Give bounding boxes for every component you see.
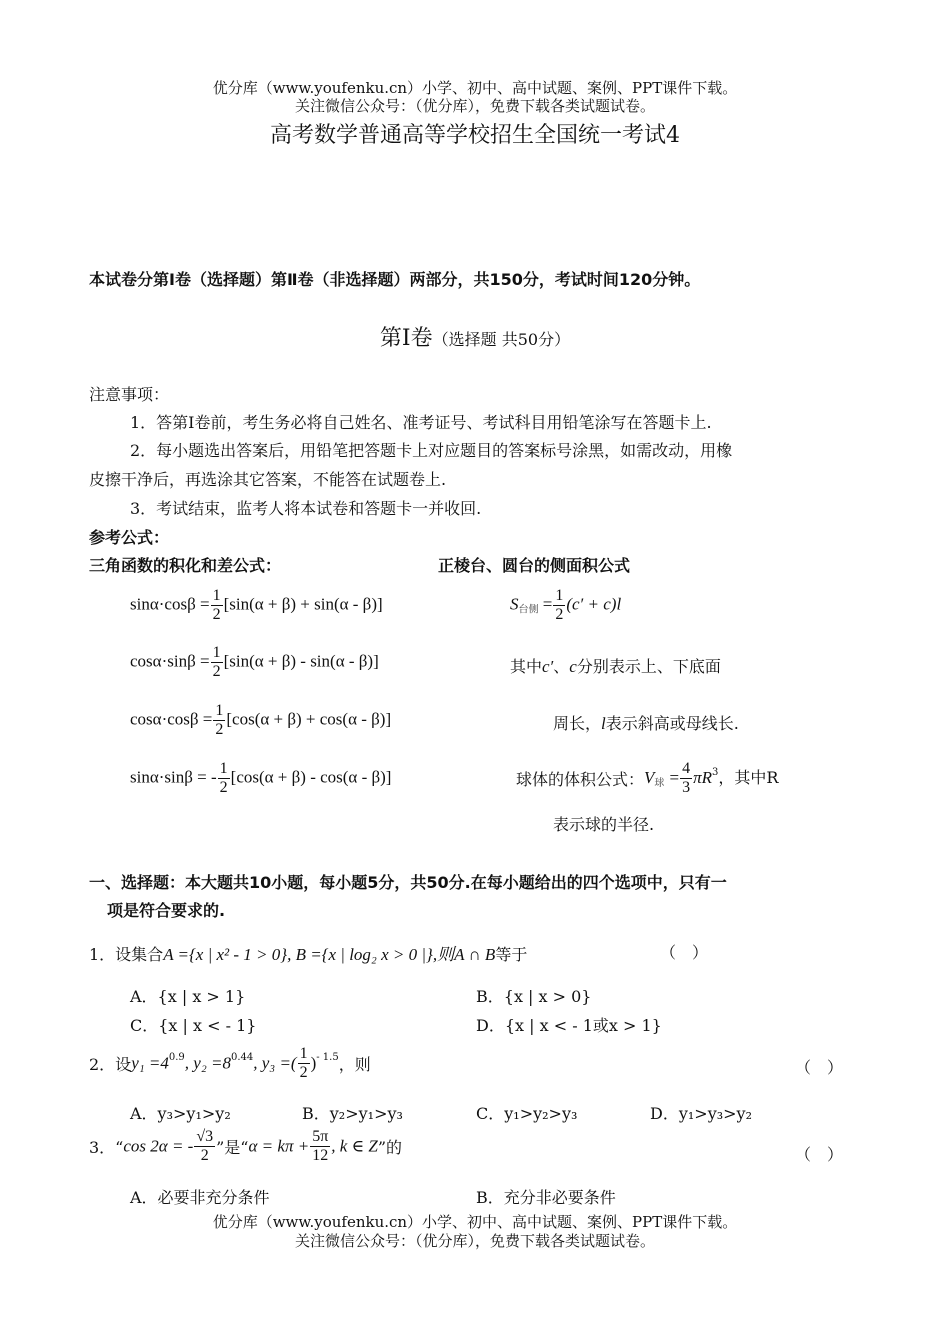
formulas-heading: 参考公式： [89, 528, 170, 547]
formula-lhs: cosα·cosβ = [130, 709, 213, 729]
intro-text: 本试卷分第Ⅰ卷（选择题）第Ⅱ卷（非选择题）两部分，共150分，考试时间120分钟。 [89, 270, 701, 289]
formula-sin-cos [130, 587, 383, 624]
q2-answer-paren: （ ） [795, 1058, 844, 1077]
formula-rhs: [cos(α + β) + cos(α - β)] [226, 709, 392, 729]
question-1: 1．设集合A ={x | x² - 1 > 0}, B ={x | log₂ x > 0 |},则A ∩ B等于 [89, 945, 528, 964]
fraction: $\frac{1}{2}$ [212, 644, 221, 680]
q1-option-c: C．{x | x < - 1} [130, 1016, 257, 1035]
footer-line-1: 优分库（www.youfenku.cn）小学、初中、高中试题、案例、PPT课件下载。 [212, 1213, 738, 1231]
notes-item-2a: 2．每小题选出答案后，用铅笔把答题卡上对应题目的答案标号涂黑，如需改动，用橡 [130, 441, 733, 460]
fraction: $\frac{1}{2}$ [219, 760, 228, 796]
fraction: $\frac{√3}{2}$ [196, 1128, 214, 1164]
notes-item-3: 3．考试结束，监考人将本试卷和答题卡一并收回. [130, 499, 482, 518]
q3-option-b: B．充分非必要条件 [476, 1188, 616, 1207]
question-2: 2．设$y_1 =4^{0.9}$, $y_2 =8^{0.44}$, y₃ =( $\frac{1}{2}$ )$^{- 1.5}$，则 [89, 1045, 371, 1081]
frustum-area-heading: 正棱台、圆台的侧面积公式 [438, 556, 631, 575]
q3-answer-paren: （ ） [795, 1145, 844, 1164]
trig-formulas-heading: 三角函数的积化和差公式： [89, 556, 282, 575]
q1-option-a: A．{x | x > 1} [130, 987, 246, 1006]
header-line-1: 优分库（www.youfenku.cn）小学、初中、高中试题、案例、PPT课件下载。 [212, 79, 738, 97]
q2-option-c: C．y₁>y₂>y₃ [476, 1104, 578, 1123]
footer-line-2: 关注微信公众号：（优分库），免费下载各类试题试卷。 [294, 1232, 655, 1250]
formula-sin-sin [130, 760, 391, 797]
q2-option-b: B．y₂>y₁>y₃ [302, 1104, 403, 1123]
q1-option-d: D．{x | x < - 1或x > 1} [476, 1016, 662, 1035]
q1-answer-paren: （ ） [660, 943, 709, 962]
formula-lhs: sinα·cosβ = [130, 594, 210, 614]
sphere-volume-formula: 球体的体积公式：$V_球$ = $\frac{4}{3}$ $\pi R^3$，其中R [516, 760, 779, 796]
part1-sub: （选择题 共50分） [432, 330, 571, 349]
frustum-note-2: 周长，l表示斜高或母线长. [553, 714, 739, 733]
formula-rhs: [cos(α + β) - cos(α - β)] [230, 767, 392, 787]
part1-heading [0, 321, 950, 352]
question-3: 3．“cos 2α = - $\frac{√3}{2}$ ”是“α = kπ + $\frac{5\pi}{12}$ , k ∈ Z”的 [89, 1128, 403, 1164]
header-line-2: 关注微信公众号：（优分库），免费下载各类试题试卷。 [294, 97, 655, 115]
section1-line-2: 项是符合要求的. [107, 901, 226, 920]
notes-item-1: 1．答第Ⅰ卷前，考生务必将自己姓名、准考证号、考试科目用铅笔涂写在答题卡上. [130, 413, 712, 432]
fraction: $\frac{1}{2}$ [212, 587, 221, 623]
fraction: $\frac{5\pi}{12}$ [312, 1128, 329, 1164]
formula-lhs: cosα·sinβ = [130, 651, 210, 671]
formula-rhs: [sin(α + β) - sin(α - β)] [223, 651, 379, 671]
part1-main: 第Ⅰ卷 [379, 326, 433, 351]
q2-option-a: A．y₃>y₁>y₂ [130, 1104, 231, 1123]
frustum-note-1: 其中c′、c分别表示上、下底面 [510, 657, 721, 676]
sphere-note: 表示球的半径. [553, 815, 655, 834]
section1-line-1: 一、选择题：本大题共10小题，每小题5分，共50分.在每小题给出的四个选项中，只有一 [89, 873, 727, 892]
formula-rhs: [sin(α + β) + sin(α - β)] [223, 594, 383, 614]
fraction: $\frac{4}{3}$ [682, 760, 691, 796]
fraction: $\frac{1}{2}$ [215, 702, 224, 738]
q2-option-d: D．y₁>y₃>y₂ [650, 1104, 753, 1123]
notes-item-2b: 皮擦干净后，再选涂其它答案，不能答在试题卷上. [89, 470, 447, 489]
formula-cos-cos [130, 702, 391, 739]
q1-option-b: B．{x | x > 0} [476, 987, 592, 1006]
document-title: 高考数学普通高等学校招生全国统一考试4 [270, 123, 680, 148]
formula-cos-sin [130, 644, 379, 681]
fraction: $\frac{1}{2}$ [299, 1045, 308, 1081]
formula-frustum-area: $S_{台侧}$ = $\frac{1}{2}$ (c′ + c)l [510, 587, 622, 623]
formula-lhs: sinα·sinβ = - [130, 767, 217, 787]
notes-heading: 注意事项： [89, 385, 170, 404]
fraction: $\frac{1}{2}$ [555, 587, 564, 623]
q3-option-a: A．必要非充分条件 [130, 1188, 270, 1207]
